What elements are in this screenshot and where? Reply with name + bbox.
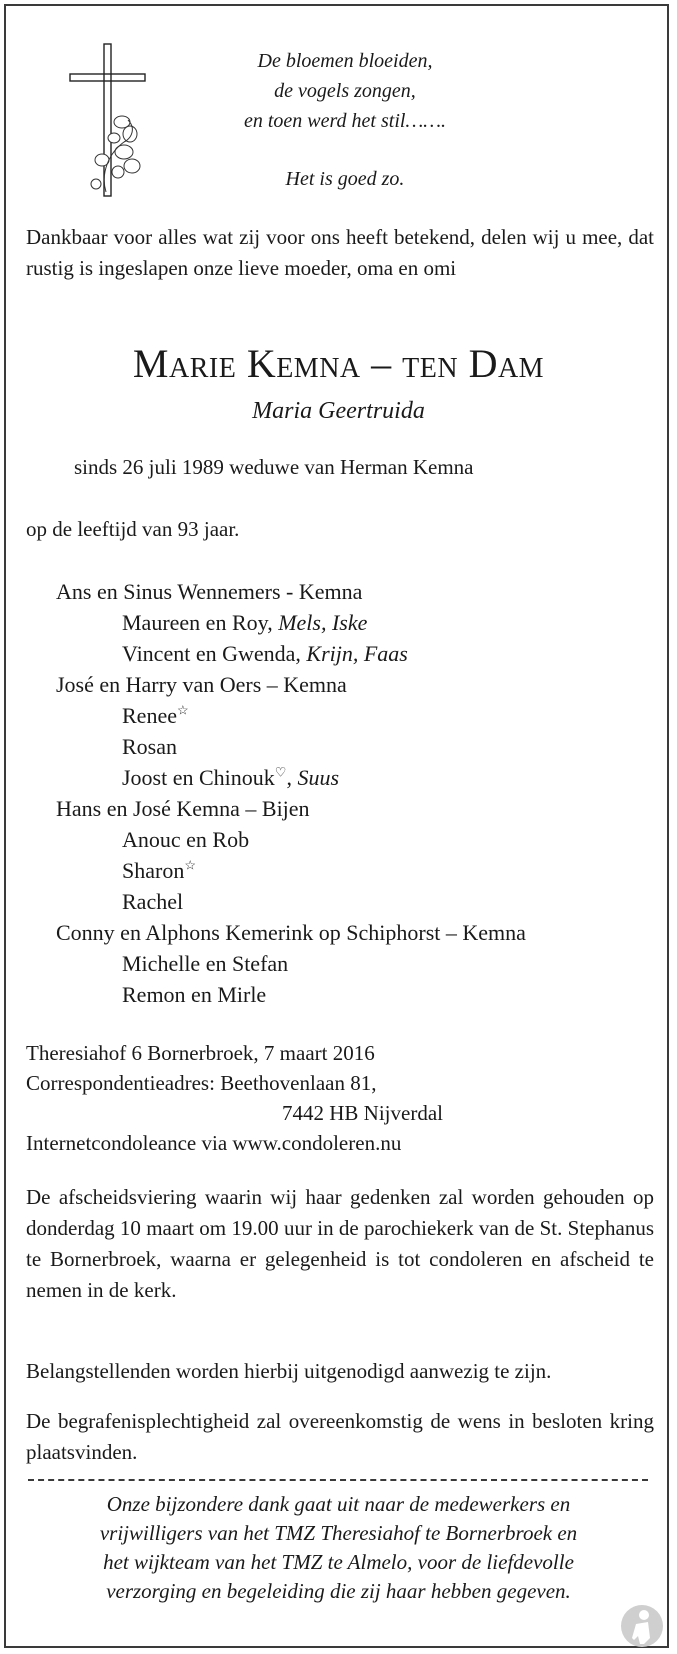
intro-text: Dankbaar voor alles wat zij voor ons heeft betekend, delen wij u mee, dat rustig is ingeslapen onze lieve moeder, oma en omi [26, 225, 654, 280]
widow-line: sinds 26 juli 1989 weduwe van Herman Kemna [74, 455, 474, 479]
family-line: Joost en Chinouk♡, Suus [122, 764, 340, 790]
family-line: Ans en Sinus Wennemers - Kemna [56, 579, 363, 604]
family-line: Anouc en Rob [122, 827, 250, 852]
poem-line: De bloemen bloeiden, [257, 50, 433, 72]
family-line: Hans en José Kemna – Bijen [56, 796, 310, 821]
poem-closing: Het is goed zo. [285, 168, 405, 190]
family-line: Michelle en Stefan [122, 951, 289, 976]
family-line: Renee☆ [122, 702, 189, 728]
family-line: Maureen en Roy, Mels, Iske [122, 610, 368, 635]
cross-flower-icon [66, 42, 150, 202]
family-line: Rachel [122, 889, 184, 914]
deceased-name-text: Marie Kemna – ten Dam [132, 341, 545, 386]
divider [28, 1479, 648, 1481]
burial-text: De begrafenisplechtigheid zal overeenkomstig de wens in besloten kring plaatsvinden. [26, 1409, 654, 1464]
correspondence-address: Correspondentieadres: Beethovenlaan 81, [26, 1071, 377, 1095]
family-line: Rosan [122, 734, 177, 759]
family-line: Sharon☆ [122, 857, 196, 883]
age-line: op de leeftijd van 93 jaar. [26, 517, 240, 541]
star-icon: ☆ [176, 702, 189, 718]
family-line: Vincent en Gwenda, Krijn, Faas [122, 641, 408, 666]
correspondence-city: 7442 HB Nijverdal [282, 1101, 443, 1125]
family-line: José en Harry van Oers – Kemna [56, 672, 347, 697]
thanks-line: het wijkteam van het TMZ te Almelo, voor de liefdevolle [103, 1550, 574, 1574]
poem-line: de vogels zongen, [274, 80, 416, 102]
place-date: Theresiahof 6 Bornerbroek, 7 maart 2016 [26, 1041, 375, 1065]
invite-text: Belangstellenden worden hierbij uitgenodigd aanwezig te zijn. [26, 1359, 552, 1383]
thanks-line: vrijwilligers van het TMZ Theresiahof te Bornerbroek en [99, 1521, 578, 1545]
ceremony-text: De afscheidsviering waarin wij haar gedenken zal worden gehouden op donderdag 10 maart om 19.00 uur in de parochiekerk van de St. Stephanus te Bornerbroek, waarna er gelegenheid is tot condoleren en afscheid te nemen in de kerk. [26, 1185, 654, 1302]
given-names: Maria Geertruida [252, 398, 425, 424]
deceased-name [0, 340, 677, 387]
heart-icon: ♡ [274, 764, 287, 780]
publisher-logo-icon [620, 1604, 664, 1648]
thanks-line: verzorging en begeleiding die zij haar hebben gegeven. [106, 1579, 571, 1603]
poem-line: en toen werd het stil……. [243, 110, 447, 132]
thanks-line: Onze bijzondere dank gaat uit naar de medewerkers en [106, 1492, 571, 1516]
family-line: Conny en Alphons Kemerink op Schiphorst – Kemna [56, 920, 526, 945]
star-icon: ☆ [184, 857, 196, 873]
family-line: Remon en Mirle [122, 982, 267, 1007]
condolence-website: Internetcondoleance via www.condoleren.nu [26, 1131, 402, 1155]
